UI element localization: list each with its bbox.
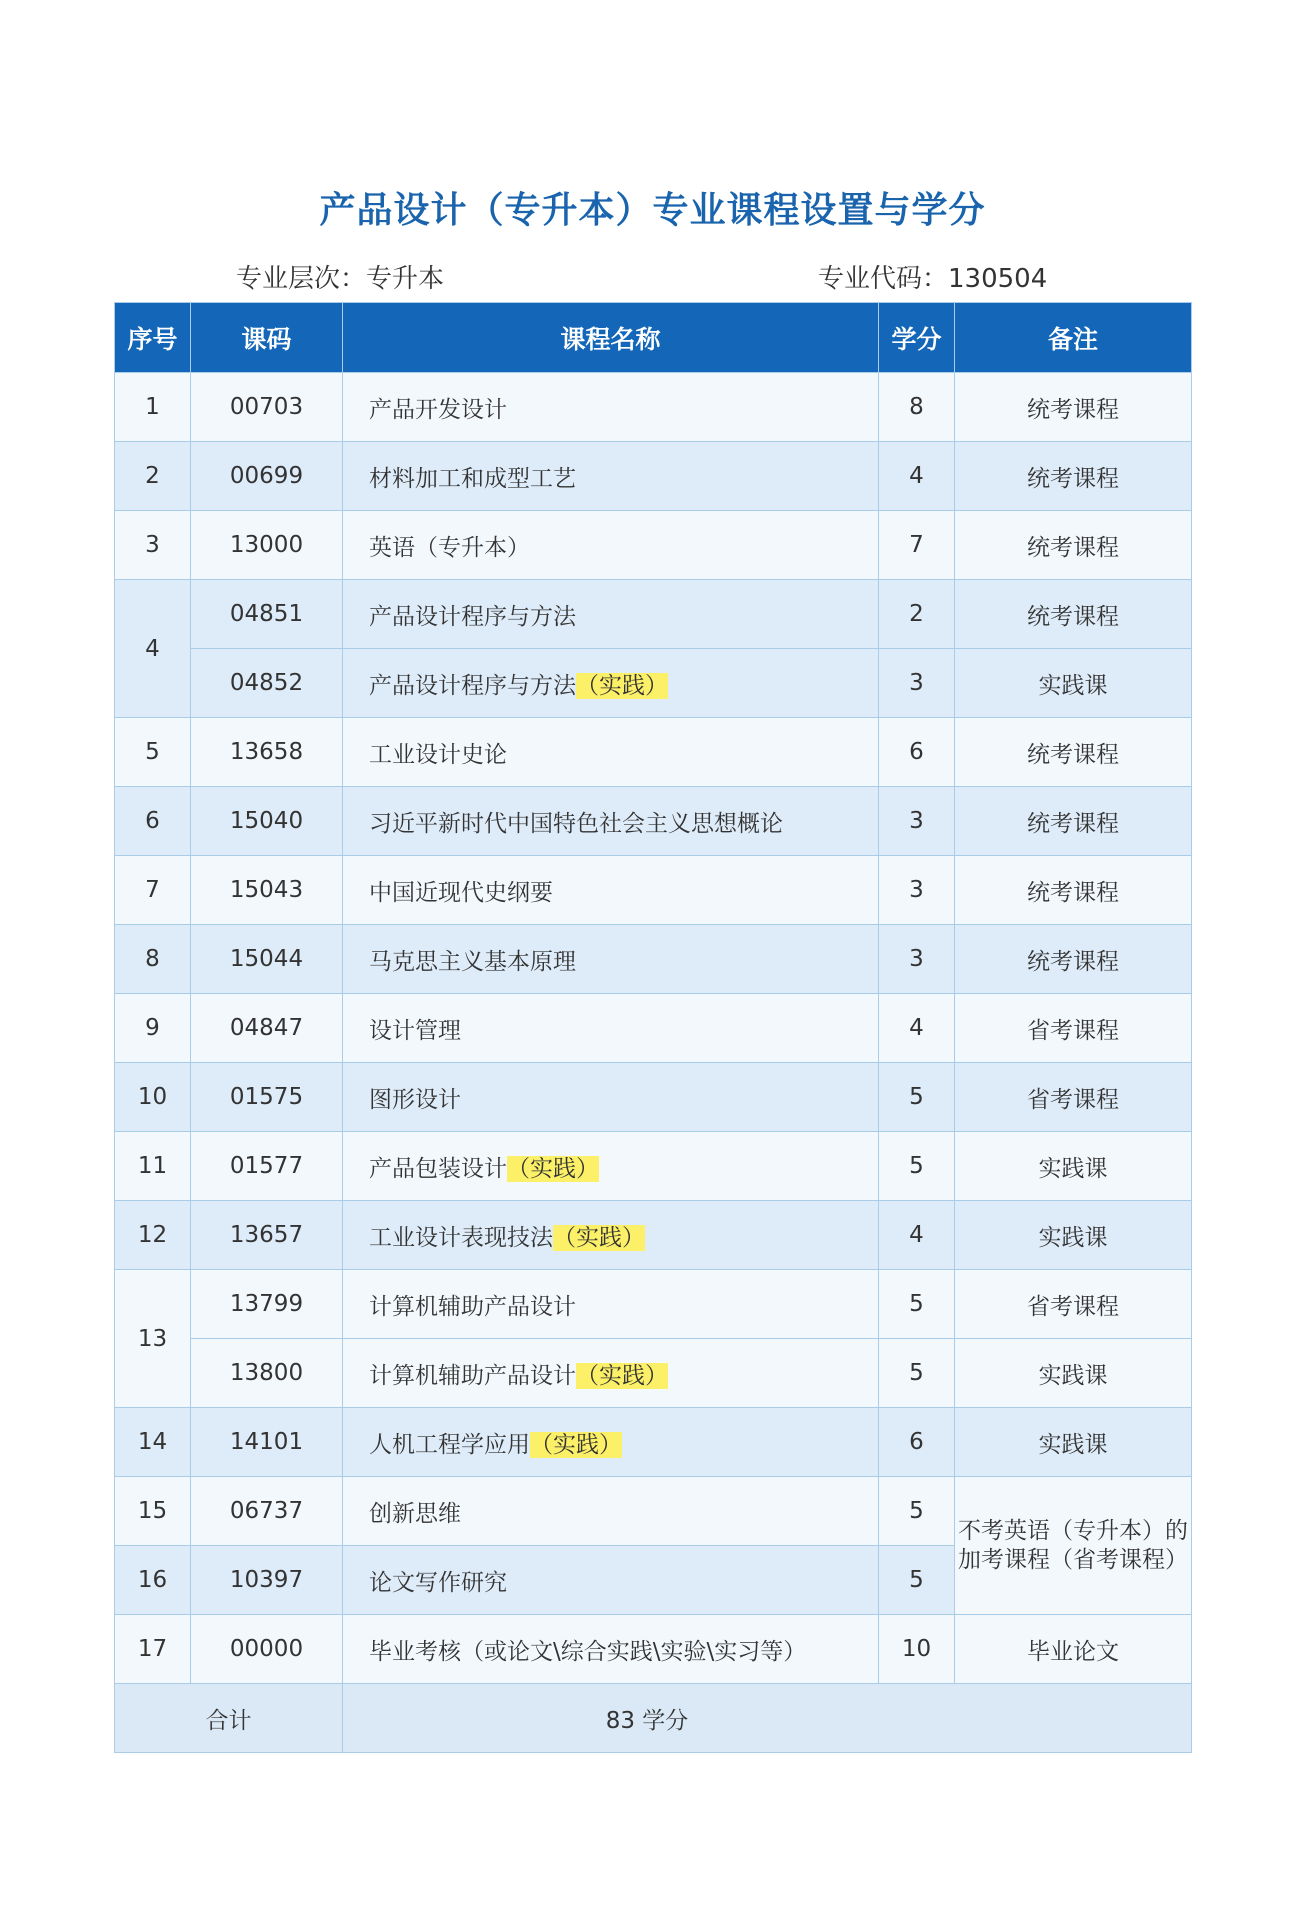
header-no: 序号 bbox=[115, 303, 191, 373]
row-credit: 3 bbox=[879, 856, 955, 925]
table-row bbox=[115, 511, 1192, 580]
total-row bbox=[115, 1684, 1192, 1753]
major-level: 专业层次：专升本 bbox=[236, 264, 445, 294]
row-code: 15043 bbox=[191, 856, 343, 925]
header-note: 备注 bbox=[955, 303, 1192, 373]
table-row bbox=[115, 1477, 1192, 1546]
row-credit: 2 bbox=[879, 580, 955, 649]
row-name-text: 中国近现代史纲要 bbox=[369, 879, 553, 906]
row-code: 04851 bbox=[191, 580, 343, 649]
page-title: 产品设计（专升本）专业课程设置与学分 bbox=[319, 190, 986, 231]
row-no: 5 bbox=[115, 718, 191, 787]
row-name bbox=[343, 1201, 879, 1270]
row-name bbox=[343, 994, 879, 1063]
row-no: 3 bbox=[115, 511, 191, 580]
row-no: 14 bbox=[115, 1408, 191, 1477]
row-code: 01577 bbox=[191, 1132, 343, 1201]
row-name bbox=[343, 925, 879, 994]
table-row bbox=[115, 1201, 1192, 1270]
row-name bbox=[343, 1270, 879, 1339]
row-name-text: 创新思维 bbox=[369, 1500, 461, 1527]
row-credit: 5 bbox=[879, 1546, 955, 1615]
row-credit: 5 bbox=[879, 1339, 955, 1408]
practice-tag: （实践） bbox=[576, 1362, 668, 1389]
row-no: 10 bbox=[115, 1063, 191, 1132]
row-code: 06737 bbox=[191, 1477, 343, 1546]
row-name bbox=[343, 511, 879, 580]
row-note: 不考英语（专升本）的加考课程（省考课程） bbox=[955, 1477, 1192, 1615]
row-note: 实践课 bbox=[955, 1201, 1192, 1270]
row-note: 统考课程 bbox=[955, 718, 1192, 787]
major-code: 专业代码：130504 bbox=[818, 264, 1048, 294]
table-row bbox=[115, 442, 1192, 511]
row-no: 15 bbox=[115, 1477, 191, 1546]
row-no: 11 bbox=[115, 1132, 191, 1201]
row-note: 统考课程 bbox=[955, 580, 1192, 649]
row-name bbox=[343, 718, 879, 787]
table-row bbox=[115, 1063, 1192, 1132]
table-row bbox=[115, 1339, 1192, 1408]
row-code: 13799 bbox=[191, 1270, 343, 1339]
table-row bbox=[115, 856, 1192, 925]
row-name-text: 计算机辅助产品设计 bbox=[369, 1362, 576, 1389]
row-name bbox=[343, 580, 879, 649]
row-credit: 4 bbox=[879, 994, 955, 1063]
row-no: 8 bbox=[115, 925, 191, 994]
row-code: 00699 bbox=[191, 442, 343, 511]
row-note: 实践课 bbox=[955, 1339, 1192, 1408]
row-note: 实践课 bbox=[955, 649, 1192, 718]
row-name-text: 马克思主义基本原理 bbox=[369, 948, 576, 975]
practice-tag: （实践） bbox=[530, 1431, 622, 1458]
row-credit: 10 bbox=[879, 1615, 955, 1684]
row-name-text: 工业设计表现技法 bbox=[369, 1224, 553, 1251]
row-no: 9 bbox=[115, 994, 191, 1063]
row-credit: 5 bbox=[879, 1132, 955, 1201]
row-name-text: 产品开发设计 bbox=[369, 396, 507, 423]
row-name-text: 设计管理 bbox=[369, 1017, 461, 1044]
row-no: 1 bbox=[115, 373, 191, 442]
row-note: 毕业论文 bbox=[955, 1615, 1192, 1684]
row-no: 12 bbox=[115, 1201, 191, 1270]
row-code: 00703 bbox=[191, 373, 343, 442]
header-credit: 学分 bbox=[879, 303, 955, 373]
row-note: 统考课程 bbox=[955, 442, 1192, 511]
row-code: 01575 bbox=[191, 1063, 343, 1132]
row-credit: 5 bbox=[879, 1063, 955, 1132]
table-row bbox=[115, 925, 1192, 994]
row-no: 4 bbox=[115, 580, 191, 718]
row-credit: 3 bbox=[879, 787, 955, 856]
row-note: 实践课 bbox=[955, 1132, 1192, 1201]
row-no: 2 bbox=[115, 442, 191, 511]
table-row bbox=[115, 787, 1192, 856]
row-credit: 4 bbox=[879, 1201, 955, 1270]
practice-tag: （实践） bbox=[576, 672, 668, 699]
row-code: 15044 bbox=[191, 925, 343, 994]
row-name bbox=[343, 856, 879, 925]
table-row bbox=[115, 994, 1192, 1063]
row-name bbox=[343, 649, 879, 718]
row-name-text: 毕业考核（或论文\综合实践\实验\实习等） bbox=[369, 1638, 807, 1665]
table-row bbox=[115, 1615, 1192, 1684]
row-name-text: 工业设计史论 bbox=[369, 741, 507, 768]
row-note: 统考课程 bbox=[955, 511, 1192, 580]
row-code: 10397 bbox=[191, 1546, 343, 1615]
table-header-row bbox=[115, 303, 1192, 373]
table-row bbox=[115, 649, 1192, 718]
row-no: 7 bbox=[115, 856, 191, 925]
row-code: 04847 bbox=[191, 994, 343, 1063]
row-name-text: 论文写作研究 bbox=[369, 1569, 507, 1596]
row-note: 省考课程 bbox=[955, 1270, 1192, 1339]
row-name-text: 习近平新时代中国特色社会主义思想概论 bbox=[369, 810, 783, 837]
row-name-text: 产品包装设计 bbox=[369, 1155, 507, 1182]
row-code: 00000 bbox=[191, 1615, 343, 1684]
row-name-text: 计算机辅助产品设计 bbox=[369, 1293, 576, 1320]
table-row bbox=[115, 580, 1192, 649]
row-note: 统考课程 bbox=[955, 787, 1192, 856]
row-no: 17 bbox=[115, 1615, 191, 1684]
row-name-text: 英语（专升本） bbox=[369, 534, 530, 561]
row-name bbox=[343, 1339, 879, 1408]
row-code: 13000 bbox=[191, 511, 343, 580]
row-credit: 3 bbox=[879, 649, 955, 718]
row-note: 统考课程 bbox=[955, 925, 1192, 994]
row-credit: 6 bbox=[879, 1408, 955, 1477]
row-code: 14101 bbox=[191, 1408, 343, 1477]
row-note: 统考课程 bbox=[955, 856, 1192, 925]
row-name bbox=[343, 373, 879, 442]
row-code: 04852 bbox=[191, 649, 343, 718]
row-name-text: 人机工程学应用 bbox=[369, 1431, 530, 1458]
row-credit: 3 bbox=[879, 925, 955, 994]
row-code: 13800 bbox=[191, 1339, 343, 1408]
row-credit: 7 bbox=[879, 511, 955, 580]
header-code: 课码 bbox=[191, 303, 343, 373]
row-name bbox=[343, 442, 879, 511]
row-no: 6 bbox=[115, 787, 191, 856]
row-name-text: 材料加工和成型工艺 bbox=[369, 465, 576, 492]
row-name bbox=[343, 1546, 879, 1615]
row-credit: 6 bbox=[879, 718, 955, 787]
table-row bbox=[115, 373, 1192, 442]
practice-tag: （实践） bbox=[507, 1155, 599, 1182]
row-name bbox=[343, 787, 879, 856]
row-name bbox=[343, 1063, 879, 1132]
row-credit: 5 bbox=[879, 1270, 955, 1339]
practice-tag: （实践） bbox=[553, 1224, 645, 1251]
row-code: 15040 bbox=[191, 787, 343, 856]
row-no: 16 bbox=[115, 1546, 191, 1615]
row-name-text: 图形设计 bbox=[369, 1086, 461, 1113]
row-code: 13658 bbox=[191, 718, 343, 787]
row-credit: 5 bbox=[879, 1477, 955, 1546]
row-note: 统考课程 bbox=[955, 373, 1192, 442]
row-note: 省考课程 bbox=[955, 1063, 1192, 1132]
row-note: 实践课 bbox=[955, 1408, 1192, 1477]
course-table bbox=[114, 302, 1192, 1753]
table-row bbox=[115, 1408, 1192, 1477]
table-row bbox=[115, 1270, 1192, 1339]
row-credit: 4 bbox=[879, 442, 955, 511]
row-name bbox=[343, 1615, 879, 1684]
row-name-text: 产品设计程序与方法 bbox=[369, 603, 576, 630]
row-credit: 8 bbox=[879, 373, 955, 442]
table-row bbox=[115, 1132, 1192, 1201]
row-name bbox=[343, 1477, 879, 1546]
row-note: 省考课程 bbox=[955, 994, 1192, 1063]
table-row bbox=[115, 718, 1192, 787]
header-name: 课程名称 bbox=[343, 303, 879, 373]
total-value: 83 学分 bbox=[343, 1684, 1192, 1753]
total-label: 合计 bbox=[115, 1684, 343, 1753]
row-name-text: 产品设计程序与方法 bbox=[369, 672, 576, 699]
row-code: 13657 bbox=[191, 1201, 343, 1270]
row-name bbox=[343, 1132, 879, 1201]
row-name bbox=[343, 1408, 879, 1477]
row-no: 13 bbox=[115, 1270, 191, 1408]
